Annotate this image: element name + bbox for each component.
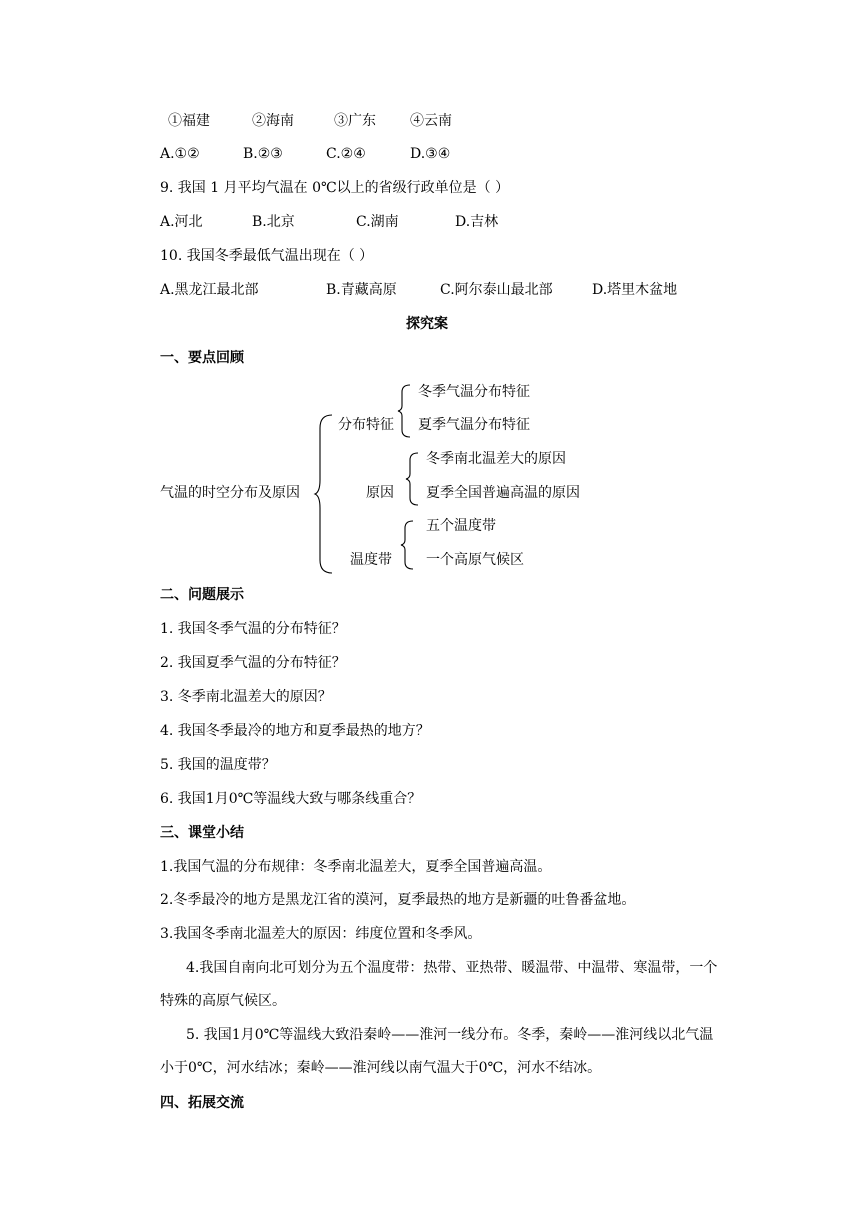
summary-line-1: 1.我国气温的分布规律：冬季南北温差大，夏季全国普遍高温。 <box>160 859 552 875</box>
q10-stem: 10. 我国冬季最低气温出现在（ ） <box>160 248 374 264</box>
mindmap-group-3-brace <box>400 520 416 570</box>
q8-item-4: ④云南 <box>410 113 452 129</box>
part2-heading: 二、问题展示 <box>160 587 244 603</box>
q10-option-b: B.青藏高原 <box>326 282 397 298</box>
question-4: 4. 我国冬季最冷的地方和夏季最热的地方？ <box>160 723 430 739</box>
summary-line-3: 3.我国冬季南北温差大的原因：纬度位置和冬季风。 <box>160 926 482 942</box>
mindmap-group-3-item-1: 五个温度带 <box>426 518 496 534</box>
q8-item-2: ②海南 <box>252 113 294 129</box>
q9-option-b: B.北京 <box>252 214 295 230</box>
mindmap-group-1-label: 分布特征 <box>338 417 394 433</box>
part4-heading: 四、拓展交流 <box>160 1095 244 1111</box>
mindmap-group-1-item-2: 夏季气温分布特征 <box>418 417 530 433</box>
summary-line-5: 5. 我国1月0℃等温线大致沿秦岭——淮河一线分布。冬季，秦岭——淮河线以北气温 <box>186 1027 714 1043</box>
question-5: 5. 我国的温度带？ <box>160 757 276 773</box>
mindmap-group-2-item-2: 夏季全国普遍高温的原因 <box>426 485 580 501</box>
mindmap-group-2-label: 原因 <box>366 485 394 501</box>
mindmap-group-1-item-1: 冬季气温分布特征 <box>418 384 530 400</box>
q8-item-1: ①福建 <box>168 113 210 129</box>
q9-option-a: A.河北 <box>160 214 203 230</box>
summary-line-2: 2.冬季最冷的地方是黑龙江省的漠河，夏季最热的地方是新疆的吐鲁番盆地。 <box>160 892 636 908</box>
mindmap-root: 气温的时空分布及原因 <box>160 485 300 501</box>
question-2: 2. 我国夏季气温的分布特征？ <box>160 655 346 671</box>
q10-option-d: D.塔里木盆地 <box>592 282 678 298</box>
q8-option-a: A.①② <box>160 146 200 162</box>
summary-line-5-cont: 小于0℃，河水结冰；秦岭——淮河线以南气温大于0℃，河水不结冰。 <box>160 1060 602 1076</box>
section-title: 探究案 <box>406 316 448 332</box>
mindmap-main-brace <box>314 414 336 574</box>
mindmap-group-3-item-2: 一个高原气候区 <box>426 552 524 568</box>
part1-heading: 一、要点回顾 <box>160 350 244 366</box>
part3-heading: 三、课堂小结 <box>160 825 244 841</box>
mindmap-group-2-item-1: 冬季南北温差大的原因 <box>426 451 566 467</box>
summary-line-4: 4.我国自南向北可划分为五个温度带：热带、亚热带、暖温带、中温带、寒温带，一个 <box>186 960 718 976</box>
mindmap-group-3-label: 温度带 <box>350 552 392 568</box>
q10-option-a: A.黑龙江最北部 <box>160 282 259 298</box>
summary-line-4-cont: 特殊的高原气候区。 <box>160 993 286 1009</box>
q8-item-3: ③广东 <box>334 113 376 129</box>
question-3: 3. 冬季南北温差大的原因？ <box>160 689 332 705</box>
question-6: 6. 我国1月0℃等温线大致与哪条线重合？ <box>160 791 422 807</box>
q10-option-c: C.阿尔泰山最北部 <box>440 282 553 298</box>
q9-option-c: C.湖南 <box>356 214 399 230</box>
q8-option-c: C.②④ <box>326 146 366 162</box>
q8-option-d: D.③④ <box>410 146 451 162</box>
mindmap-group-1-brace <box>397 384 413 438</box>
q8-option-b: B.②③ <box>243 146 283 162</box>
question-1: 1. 我国冬季气温的分布特征？ <box>160 621 346 637</box>
q9-stem: 9. 我国 1 月平均气温在 0℃以上的省级行政单位是（ ） <box>160 180 510 196</box>
mindmap-group-2-brace <box>405 452 421 506</box>
q9-option-d: D.吉林 <box>455 214 499 230</box>
